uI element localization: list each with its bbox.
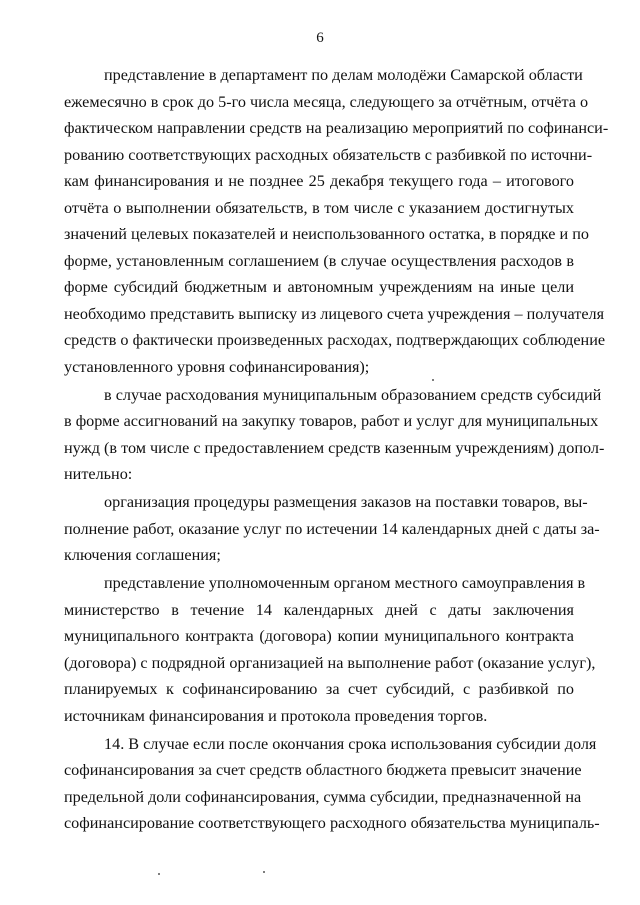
paragraph [64, 731, 600, 837]
text-line: необходимо представить выписку из лицевого счета учреждения – получателя [64, 304, 605, 323]
paragraph [64, 489, 600, 569]
scan-speck [158, 873, 160, 875]
text-line: форме субсидий бюджетным и автономным учреждениям на иные цели [64, 278, 574, 296]
text-line: ежемесячно в срок до 5-го числа месяца, следующего за отчётным, отчёта о [64, 92, 589, 111]
text-line: организация процедуры размещения заказов на поставки товаров, вы- [104, 493, 588, 511]
text-line: софинансирование соответствующего расходного обязательства муниципаль- [64, 814, 600, 832]
text-line: средств о фактически произведенных расходах, подтверждающих соблюдение [64, 331, 606, 349]
text-line: установленного уровня софинансирования); [64, 357, 370, 376]
text-line: форме, установленным соглашением (в случае осуществления расходов в [64, 251, 574, 270]
text-line: значений целевых показателей и неиспользованного остатка, в порядке и по [64, 225, 589, 243]
text-line: нительно: [64, 465, 133, 483]
paragraph [64, 570, 596, 729]
text-line: софинансирования за счет средств областного бюджета превысит значение [64, 761, 582, 779]
text-line: полнение работ, оказание услуг по истечении 14 календарных дней с даты за- [64, 519, 600, 538]
text-line: ключения соглашения; [64, 546, 221, 564]
text-line: министерство в течение 14 календарных дней с даты заключения [64, 600, 574, 619]
page-number: 6 [316, 30, 324, 46]
text-line: в форме ассигнований на закупку товаров, работ и услуг для муниципальных [64, 412, 599, 430]
document-body [64, 62, 609, 837]
paragraph [64, 62, 609, 380]
text-line: муниципального контракта (договора) копии муниципального контракта [64, 627, 574, 645]
text-line: кам финансирования и не позднее 25 декабря текущего года – итогового [64, 172, 574, 190]
text-line: (договора) с подрядной организацией на выполнение работ (оказание услуг), [64, 653, 596, 672]
text-line: отчёта о выполнении обязательств, в том числе с указанием достигнутых [64, 198, 574, 217]
paragraph [64, 382, 605, 488]
scan-speck [432, 379, 434, 381]
text-line: нужд (в том числе с предоставлением средств казенным учреждениям) допол- [64, 438, 605, 457]
text-line: фактическом направлении средств на реализацию мероприятий по софинанси- [64, 119, 609, 137]
text-line: представление в департамент по делам молодёжи Самарской области [104, 66, 583, 84]
text-line: предельной доли софинансирования, сумма субсидии, предназначенной на [64, 787, 582, 806]
text-line: представление уполномоченным органом местного самоуправления в [104, 574, 586, 592]
text-line: планируемых к софинансированию за счет субсидий, с разбивкой по [64, 680, 574, 698]
text-line: источникам финансирования и протокола проведения торгов. [64, 706, 488, 725]
text-line: в случае расходования муниципальным образованием средств субсидий [104, 385, 602, 404]
text-line: рованию соответствующих расходных обязательств с разбивкой по источни- [64, 145, 593, 164]
scan-speck [263, 871, 265, 873]
text-line: 14. В случае если после окончания срока использования субсидии доля [104, 734, 597, 753]
